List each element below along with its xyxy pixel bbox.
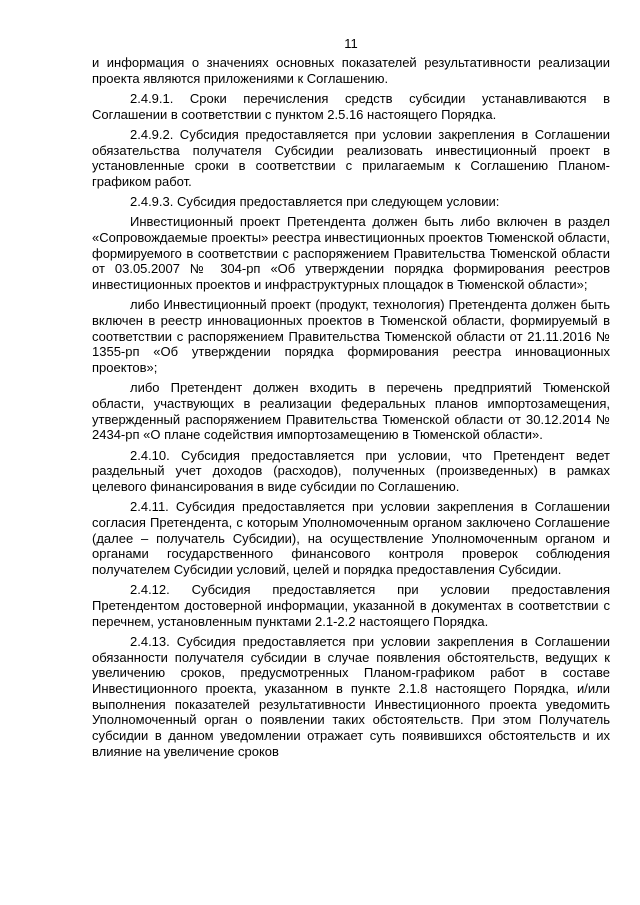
paragraph-2-4-12: 2.4.12. Субсидия предоставляется при условии предоставления Претендентом достоверной информации, указанной в документах в соответствии с перечнем, установленным пунктами 2.1-2.2 настоящего Порядка. bbox=[92, 582, 610, 629]
paragraph-import-substitution: либо Претендент должен входить в перечень предприятий Тюменской области, участвующих в реализации федеральных планов импортозамещения, утвержденный распоряжением Правительства Тюменской области от 30.12.2014 № 2434-рп «О плане содействия импортозамещению в Тюменской области». bbox=[92, 380, 610, 443]
paragraph-2-4-9-3: 2.4.9.3. Субсидия предоставляется при следующем условии: bbox=[130, 194, 500, 210]
paragraph-2-4-9-1: 2.4.9.1. Сроки перечисления средств субсидии устанавливаются в Соглашении в соответствии с пунктом 2.5.16 настоящего Порядка. bbox=[92, 90, 610, 122]
document-body bbox=[92, 55, 610, 760]
paragraph-continuation: и информация о значениях основных показателей результативности реализации проекта являются приложениями к Соглашению. bbox=[92, 55, 610, 86]
paragraph-2-4-13: 2.4.13. Субсидия предоставляется при условии закрепления в Соглашении обязанности получателя субсидии в случае появления обстоятельств, ведущих к увеличению сроков, предусмотренных Планом-графиком работ в составе Инвестиционного проекта, указанном в пункте 2.1.8 настоящего Порядка, и/или выполнения показателей результативности Инвестиционного проекта уведомить Уполномоченный орган о появлении таких обстоятельств. При этом Получатель субсидии в данном уведомлении отражает суть появившихся обстоятельств и их влияние на увеличение сроков bbox=[92, 633, 610, 759]
paragraph-2-4-9-2: 2.4.9.2. Субсидия предоставляется при условии закрепления в Соглашении обязательства получателя Субсидии реализовать инвестиционный проект в установленные сроки в соответствии с прилагаемым к Соглашению Планом-графиком работ. bbox=[92, 126, 610, 189]
paragraph-investment-registry: Инвестиционный проект Претендента должен быть либо включен в раздел «Сопровождаемые проекты» реестра инвестиционных проектов Тюменской области, формируемого в соответствии с распоряжением Правительства Тюменской области от 03.05.2007 № 304-рп «Об утверждении порядка формирования реестров инвестиционных проектов и инфраструктурных площадок в Тюменской области»; bbox=[92, 214, 610, 293]
paragraph-2-4-10: 2.4.10. Субсидия предоставляется при условии, что Претендент ведет раздельный учет доходов (расходов), полученных (произведенных) в рамках целевого финансирования в виде субсидии по Соглашению. bbox=[92, 447, 610, 495]
page-number: 11 bbox=[344, 36, 358, 51]
paragraph-innovation-registry: либо Инвестиционный проект (продукт, технология) Претендента должен быть включен в реестр инновационных проектов в Тюменской области, формируемый в соответствии с распоряжением Правительства Тюменской области от 21.11.2016 № 1355-рп «Об утверждении порядка формирования реестра инновационных проектов»; bbox=[92, 297, 610, 376]
paragraph-2-4-11: 2.4.11. Субсидия предоставляется при условии закрепления в Соглашении согласия Претендента, с которым Уполномоченным органом заключено Соглашение (далее – получатель Субсидии), на осуществление Уполномоченным органом и органами государственного финансового контроля проверок соблюдения получателем Субсидии условий, целей и порядка предоставления Субсидии. bbox=[92, 499, 610, 578]
